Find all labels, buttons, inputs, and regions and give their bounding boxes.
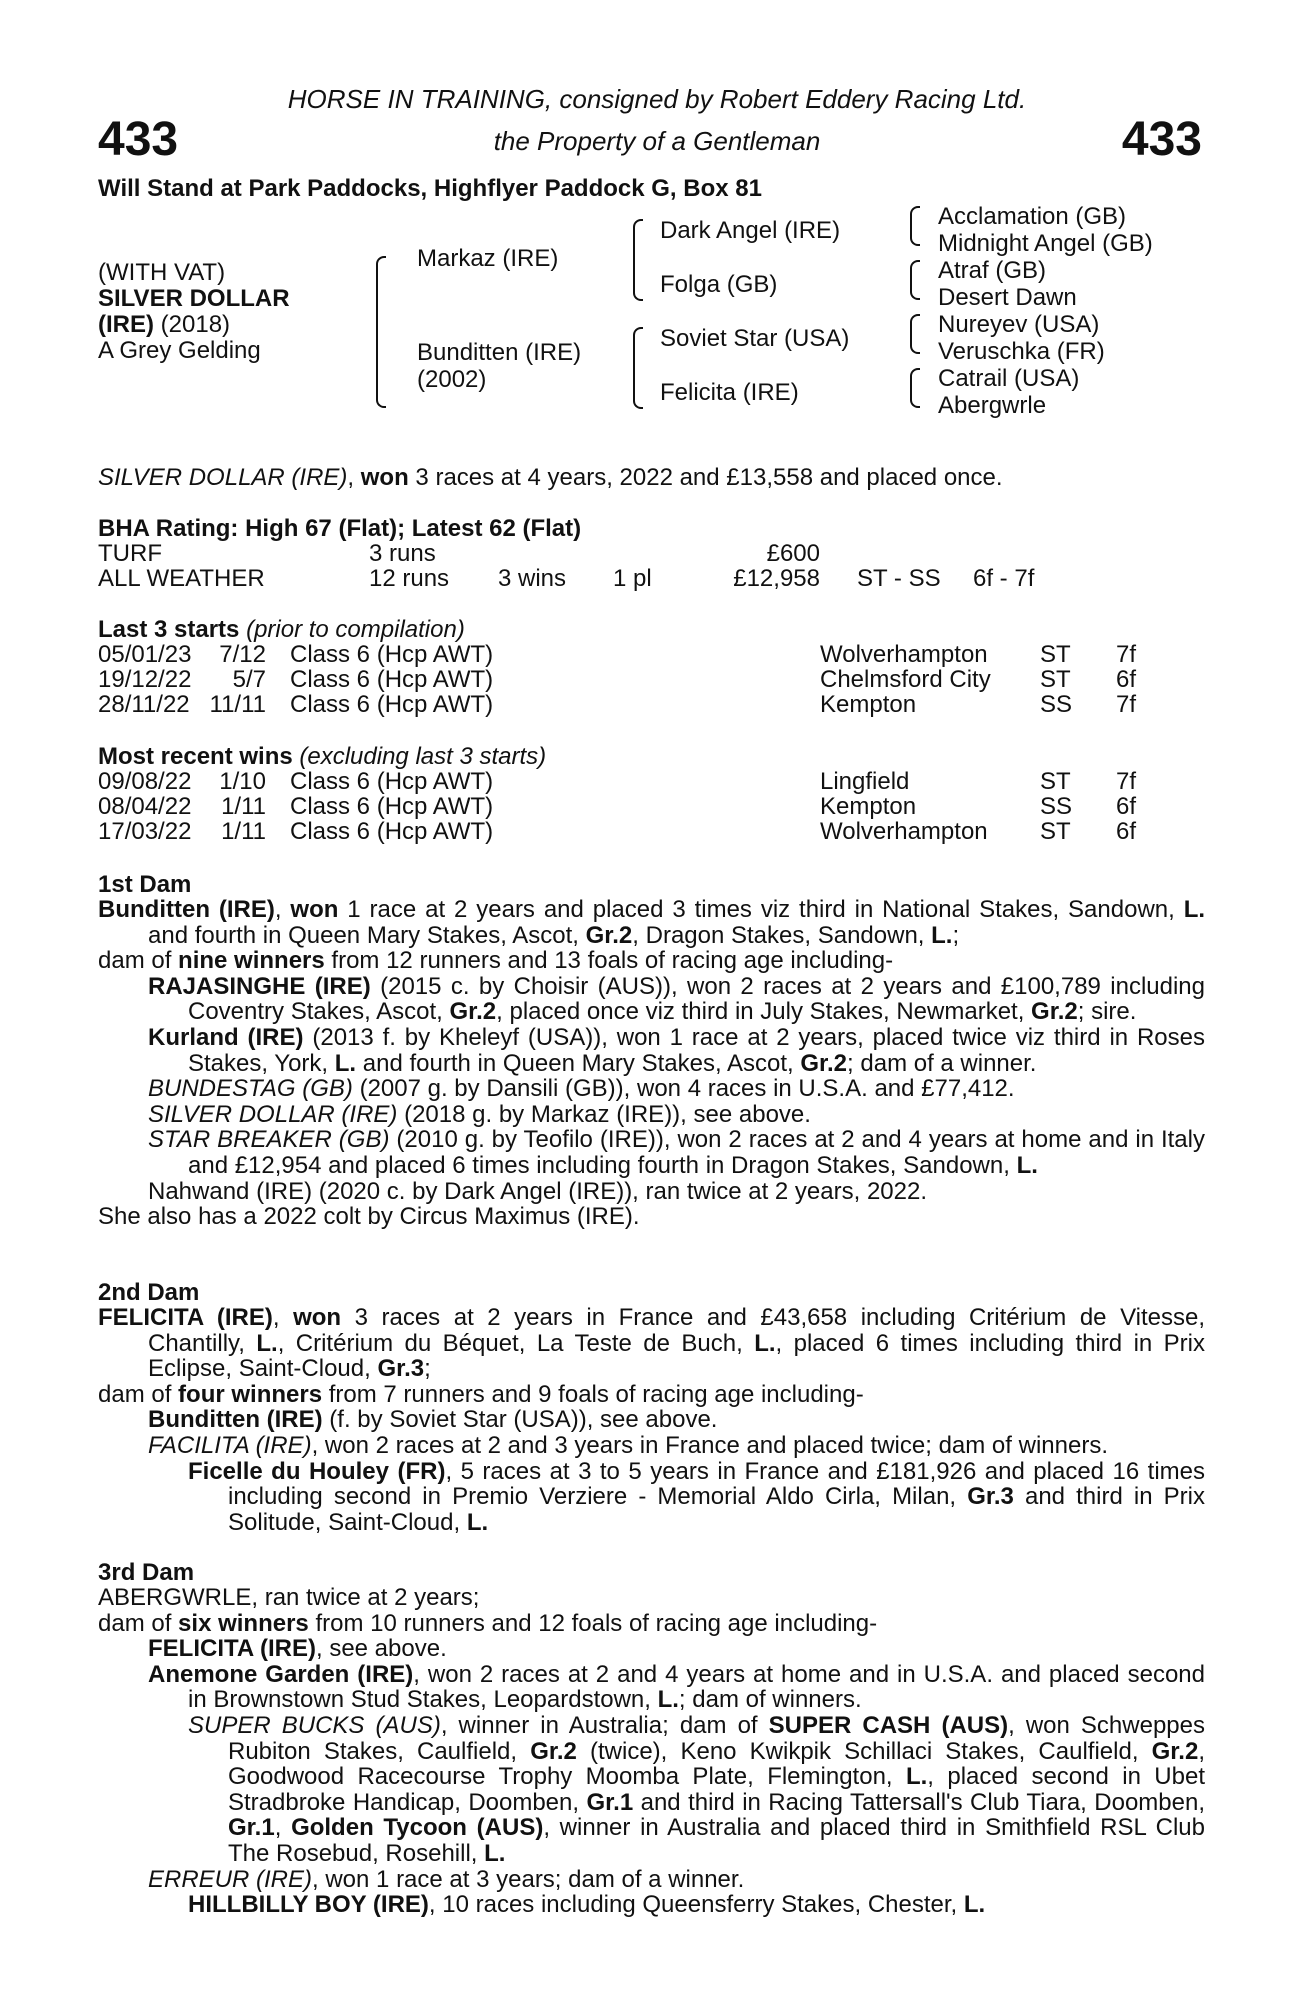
rating-runs: 3 runs [369, 540, 436, 567]
dam2-text-run: FACILITA (IRE) [148, 1431, 312, 1459]
recent-date: 09/08/22 [98, 768, 192, 795]
dam1-entry [98, 897, 1205, 948]
dam3-text-run: , winner in Australia and placed third in Smithfield RSL Club The Rosebud, Rosehill, [228, 1814, 1205, 1867]
dam1-entry [98, 1127, 1205, 1178]
dam1-text-run: (2013 f. by Kheleyf (USA)), won 1 race at 2 years, placed twice viz third in Roses Stakes, York, [188, 1023, 1206, 1077]
rating-row [98, 566, 1198, 591]
dam1-text-run: (2018 g. by Markaz (IRE)), see above. [397, 1100, 811, 1128]
last3-title: Last 3 starts [98, 616, 240, 643]
dam3-text-run: Gr.2 [530, 1737, 577, 1765]
dam2-text-run: (f. by Soviet Star (USA)), see above. [322, 1406, 718, 1434]
recent-course: Kempton [820, 793, 917, 820]
dam3-entry [98, 1867, 1205, 1893]
rating-wins: 3 wins [498, 565, 567, 592]
dam3-text-run: HILLBILLY BOY (IRE) [188, 1891, 429, 1919]
dam1-text-run: Gr.2 [800, 1049, 848, 1077]
lot-number-left: 433 [98, 113, 179, 166]
recent-pos: 1/11 [221, 818, 266, 845]
dam2-text-run: from 7 runners and 9 foals of racing age including- [322, 1380, 864, 1408]
dam3-text-run: , won 2 races at 2 and 4 years at home and in U.S.A. and placed second in Brownstown Stud Stakes, Leopardstown, [188, 1660, 1206, 1714]
rating-money: £12,958 [733, 565, 820, 592]
dam2-text-run: four winners [178, 1380, 323, 1408]
last3-row [98, 692, 1198, 717]
last3-course: Wolverhampton [820, 641, 988, 668]
recent-cls: Class 6 (Hcp AWT) [290, 793, 494, 820]
dam3-text-run: Gr.1 [228, 1814, 275, 1842]
last3-going: SS [1040, 691, 1073, 718]
dam1-text-run: ; sire. [1077, 998, 1137, 1026]
dam3-text-run: , won 1 race at 3 years; dam of a winner. [312, 1865, 745, 1893]
rating-surface: ALL WEATHER [98, 565, 265, 592]
rating-table [98, 541, 1198, 591]
dam2-text-run: , 5 races at 3 to 5 years in France and £181,926 and placed 16 times including second in Premio Verziere - Memorial Aldo Cirla, Milan, [228, 1457, 1205, 1511]
dam3-text-run: L. [657, 1686, 679, 1714]
recent-dist: 7f [1116, 768, 1137, 795]
dam3-text-run: , see above. [315, 1635, 447, 1663]
dam3-text-run: (twice), Keno Kwikpik Schillaci Stakes, Caulfield, [576, 1737, 1152, 1765]
summary-name: SILVER DOLLAR (IRE) [98, 464, 348, 491]
dam1-text-run: L. [1183, 896, 1206, 923]
dam3-entry [98, 1713, 1205, 1867]
last3-course: Chelmsford City [820, 666, 991, 693]
last3-cls: Class 6 (Hcp AWT) [290, 666, 494, 693]
dam1-title: 1st Dam [98, 871, 192, 898]
last3-dist: 6f [1116, 666, 1137, 693]
dam3-text-run: , [274, 1814, 292, 1842]
horse-country: (IRE) [98, 311, 154, 338]
pedigree-g6: Veruschka (FR) [938, 338, 1105, 365]
last3-table [98, 642, 1198, 717]
recent-going: ST [1040, 818, 1071, 845]
dam1-entry [98, 948, 1205, 974]
pedigree-brace-g3 [910, 314, 920, 354]
pedigree-dam: Bunditten (IRE) [417, 339, 582, 366]
dam1-body [98, 897, 1205, 1230]
recent-dist: 6f [1116, 793, 1137, 820]
last3-cls: Class 6 (Hcp AWT) [290, 691, 494, 718]
dam1-text-run: dam of [98, 947, 179, 975]
dam2-entry [98, 1433, 1205, 1459]
last3-cls: Class 6 (Hcp AWT) [290, 641, 494, 668]
pedigree-brace-main [376, 256, 386, 408]
last3-date: 19/12/22 [98, 666, 192, 693]
last3-row [98, 667, 1198, 692]
dam1-text-run: RAJASINGHE (IRE) [148, 972, 371, 1000]
recent-row [98, 794, 1198, 819]
dam1-text-run: L. [334, 1049, 357, 1077]
dam3-text-run: dam of [98, 1609, 179, 1637]
last3-date: 28/11/22 [98, 691, 190, 718]
pedigree-g7: Catrail (USA) [938, 365, 1080, 392]
horse-country-year [98, 312, 230, 338]
dam1-entry [98, 974, 1205, 1025]
rating-title: BHA Rating: High 67 (Flat); Latest 62 (Flat) [98, 515, 582, 542]
dam3-text-run: SUPER CASH (AUS) [768, 1711, 1009, 1739]
dam1-entry [98, 1179, 1205, 1205]
rating-row [98, 541, 1198, 566]
dam1-text-run: (2015 c. by Choisir (AUS)), won 2 races at 2 years and £100,789 including Coventry Stakes, Ascot, [188, 972, 1205, 1026]
dam2-entry [98, 1382, 1205, 1408]
pedigree-g1: Acclamation (GB) [938, 203, 1127, 230]
recent-dist: 6f [1116, 818, 1137, 845]
rating-dist: 6f - 7f [973, 565, 1035, 592]
recent-row [98, 769, 1198, 794]
pedigree-brace-dam [633, 327, 643, 409]
rating-surface: TURF [98, 540, 162, 567]
pedigree-brace-sire [633, 219, 643, 301]
recent-pos: 1/10 [219, 768, 266, 795]
recent-cls: Class 6 (Hcp AWT) [290, 818, 494, 845]
horse-description: A Grey Gelding [98, 337, 261, 364]
pedigree-brace-g4 [910, 368, 920, 408]
dam1-text-run: L. [931, 921, 953, 949]
pedigree-sire-dam: Folga (GB) [660, 271, 778, 298]
dam3-text-run: ; dam of winners. [678, 1686, 862, 1714]
dam3-text-run: L. [905, 1763, 928, 1791]
recent-date: 08/04/22 [98, 793, 192, 820]
dam1-text-run: nine winners [178, 947, 325, 975]
dam3-text-run: from 10 runners and 12 foals of racing age including- [308, 1609, 878, 1637]
dam3-text-run: , placed second in Ubet Stradbroke Handicap, Doomben, [228, 1763, 1205, 1816]
recent-heading [98, 744, 546, 770]
summary-won: won [360, 464, 409, 491]
pedigree-brace-g2 [910, 260, 920, 300]
dam2-text-run: L. [256, 1329, 278, 1357]
horse-year: (2018) [154, 311, 231, 338]
dam3-text-run: L. [484, 1839, 506, 1867]
dam2-text-run: Ficelle du Houley (FR) [188, 1457, 446, 1485]
dam3-text-run: FELICITA (IRE) [148, 1635, 316, 1663]
dam2-text-run: 3 races at 2 years in France and £43,658 including Critérium de Vitesse, Chantilly, [148, 1304, 1206, 1357]
recent-cls: Class 6 (Hcp AWT) [290, 768, 494, 795]
dam1-text-run: , [274, 896, 291, 923]
dam1-entry [98, 1076, 1205, 1102]
dam3-text-run: ABERGWRLE, ran twice at 2 years; [98, 1584, 480, 1611]
dam1-text-run: 1 race at 2 years and placed 3 times viz third in National Stakes, Sandown, [338, 896, 1184, 923]
dam3-text-run: , 10 races including Queensferry Stakes, Chester, [428, 1891, 964, 1919]
dam3-text-run: Anemone Garden (IRE) [148, 1660, 414, 1688]
pedigree-dam-dam: Felicita (IRE) [660, 379, 799, 406]
pedigree-g2: Midnight Angel (GB) [938, 230, 1153, 257]
dam3-entry [98, 1892, 1205, 1918]
last3-going: ST [1040, 666, 1071, 693]
pedigree-g4: Desert Dawn [938, 284, 1077, 311]
dam2-text-run: L. [466, 1508, 489, 1536]
dam2-text-run: and third in Prix Solitude, Saint-Cloud, [228, 1483, 1205, 1536]
dam3-text-run: ERREUR (IRE) [148, 1865, 313, 1893]
dam1-text-run: SILVER DOLLAR (IRE) [148, 1100, 398, 1128]
dam1-text-run: Gr.2 [1031, 998, 1078, 1026]
summary-line [98, 465, 1003, 491]
dam3-text-run: Gr.2 [1151, 1737, 1199, 1765]
dam2-text-run: L. [754, 1329, 776, 1357]
dam1-text-run: Gr.2 [449, 998, 497, 1026]
pedigree-dam-sire: Soviet Star (USA) [660, 325, 850, 352]
dam1-text-run: L. [1016, 1151, 1038, 1179]
last3-row [98, 642, 1198, 667]
dam1-entry [98, 1025, 1205, 1076]
dam1-text-run: and fourth in Queen Mary Stakes, Ascot, [356, 1049, 801, 1077]
dam1-text-run: ; [952, 921, 960, 949]
dam3-text-run: L. [963, 1891, 986, 1919]
last3-pos: 5/7 [232, 666, 266, 693]
rating-money: £600 [766, 540, 820, 567]
dam2-text-run: , won 2 races at 2 and 3 years in France and placed twice; dam of winners. [311, 1431, 1108, 1459]
rating-pl: 1 pl [613, 565, 652, 592]
rating-going: ST - SS [857, 565, 941, 592]
dam1-text-run: Bunditten (IRE) [98, 896, 275, 923]
vat-label: (WITH VAT) [98, 259, 226, 286]
recent-note: (excluding last 3 starts) [292, 743, 547, 770]
pedigree-sire-sire: Dark Angel (IRE) [660, 217, 841, 244]
dam3-text-run: , Goodwood Racecourse Trophy Moomba Plate, Flemington, [228, 1737, 1205, 1791]
dam2-text-run: Gr.3 [377, 1355, 425, 1383]
pedigree-sire: Markaz (IRE) [417, 245, 559, 272]
recent-going: ST [1040, 768, 1071, 795]
dam2-text-run: won [293, 1304, 342, 1331]
dam2-text-run: dam of [98, 1380, 179, 1408]
recent-date: 17/03/22 [98, 818, 192, 845]
dam2-text-run: , [272, 1304, 294, 1331]
horse-name: SILVER DOLLAR [98, 285, 290, 312]
dam3-text-run: six winners [178, 1609, 309, 1637]
last3-pos: 7/12 [219, 641, 266, 668]
dam1-text-run: (2010 g. by Teofilo (IRE)), won 2 races at 2 and 4 years at home and in Italy and £12,954 and placed 6 times including fourth in Dragon Stakes, Sandown, [188, 1126, 1205, 1179]
dam2-entry [98, 1305, 1205, 1382]
dam1-text-run: (2007 g. by Dansili (GB)), won 4 races in U.S.A. and £77,412. [352, 1075, 1015, 1103]
dam3-text-run: Gr.1 [586, 1788, 634, 1816]
pedigree-g5: Nureyev (USA) [938, 311, 1100, 338]
summary-sep: , [347, 464, 361, 491]
dam1-text-run: won [290, 896, 339, 923]
stand-line: Will Stand at Park Paddocks, Highflyer Paddock G, Box 81 [98, 175, 762, 202]
dam1-text-run: and fourth in Queen Mary Stakes, Ascot, [148, 921, 586, 949]
last3-going: ST [1040, 641, 1071, 668]
dam2-text-run: Gr.3 [967, 1483, 1014, 1511]
consignor-line: HORSE IN TRAINING, consigned by Robert Eddery Racing Ltd. [287, 84, 1027, 114]
dam1-text-run: Nahwand (IRE) (2020 c. by Dark Angel (IRE)), ran twice at 2 years, 2022. [148, 1177, 928, 1205]
recent-going: SS [1040, 793, 1073, 820]
dam3-text-run: , winner in Australia; dam of [440, 1711, 769, 1739]
property-line: the Property of a Gentleman [493, 126, 821, 156]
last3-note: (prior to compilation) [239, 616, 465, 643]
dam3-text-run: and third in Racing Tattersall's Club Tiara, Doomben, [633, 1788, 1206, 1816]
dam3-entry [98, 1585, 1205, 1611]
dam1-text-run: from 12 runners and 13 foals of racing age including- [324, 947, 894, 975]
dam2-body [98, 1305, 1205, 1535]
dam2-entry [98, 1407, 1205, 1433]
last3-date: 05/01/23 [98, 641, 192, 668]
dam3-title: 3rd Dam [98, 1559, 195, 1586]
dam1-text-run: , Dragon Stakes, Sandown, [632, 921, 932, 949]
recent-pos: 1/11 [221, 793, 266, 820]
pedigree-g8: Abergwrle [938, 392, 1047, 419]
dam2-text-run: ; [424, 1355, 431, 1383]
dam3-body [98, 1585, 1205, 1918]
last3-dist: 7f [1116, 691, 1137, 718]
dam3-text-run: SUPER BUCKS (AUS) [188, 1711, 441, 1739]
rating-runs: 12 runs [369, 565, 450, 592]
last3-pos: 11/11 [209, 691, 266, 718]
dam2-entry [98, 1459, 1205, 1536]
dam1-entry [98, 1204, 1205, 1230]
pedigree-g3: Atraf (GB) [938, 257, 1047, 284]
dam1-text-run: , placed once viz third in July Stakes, Newmarket, [496, 998, 1032, 1026]
dam3-entry [98, 1636, 1205, 1662]
dam2-text-run: , Critérium du Béquet, La Teste de Buch, [277, 1329, 755, 1357]
last3-dist: 7f [1116, 641, 1137, 668]
dam1-text-run: STAR BREAKER (GB) [148, 1126, 390, 1154]
dam2-text-run: FELICITA (IRE) [98, 1304, 273, 1331]
recent-course: Wolverhampton [820, 818, 988, 845]
dam2-text-run: Bunditten (IRE) [148, 1406, 323, 1434]
recent-table [98, 769, 1198, 844]
summary-rest: 3 races at 4 years, 2022 and £13,558 and placed once. [408, 464, 1003, 491]
dam1-entry [98, 1102, 1205, 1128]
dam3-text-run: , won Schweppes Rubiton Stakes, Caulfield, [228, 1711, 1205, 1765]
recent-row [98, 819, 1198, 844]
last3-course: Kempton [820, 691, 917, 718]
dam2-title: 2nd Dam [98, 1279, 200, 1306]
last3-heading [98, 617, 465, 643]
pedigree-dam-year: (2002) [417, 366, 487, 393]
dam1-text-run: She also has a 2022 colt by Circus Maximus (IRE). [98, 1203, 640, 1231]
pedigree-brace-g1 [910, 206, 920, 246]
dam3-entry [98, 1611, 1205, 1637]
recent-course: Lingfield [820, 768, 910, 795]
dam1-text-run: Kurland (IRE) [148, 1023, 304, 1051]
dam2-text-run: , placed 6 times including third in Prix Eclipse, Saint-Cloud, [148, 1329, 1206, 1383]
dam3-entry [98, 1662, 1205, 1713]
lot-number-right: 433 [1121, 113, 1202, 166]
dam1-text-run: BUNDESTAG (GB) [148, 1075, 353, 1103]
dam1-text-run: Gr.2 [585, 921, 633, 949]
recent-title: Most recent wins [98, 743, 293, 770]
dam1-text-run: ; dam of a winner. [847, 1049, 1037, 1077]
dam3-text-run: Golden Tycoon (AUS) [291, 1814, 544, 1842]
